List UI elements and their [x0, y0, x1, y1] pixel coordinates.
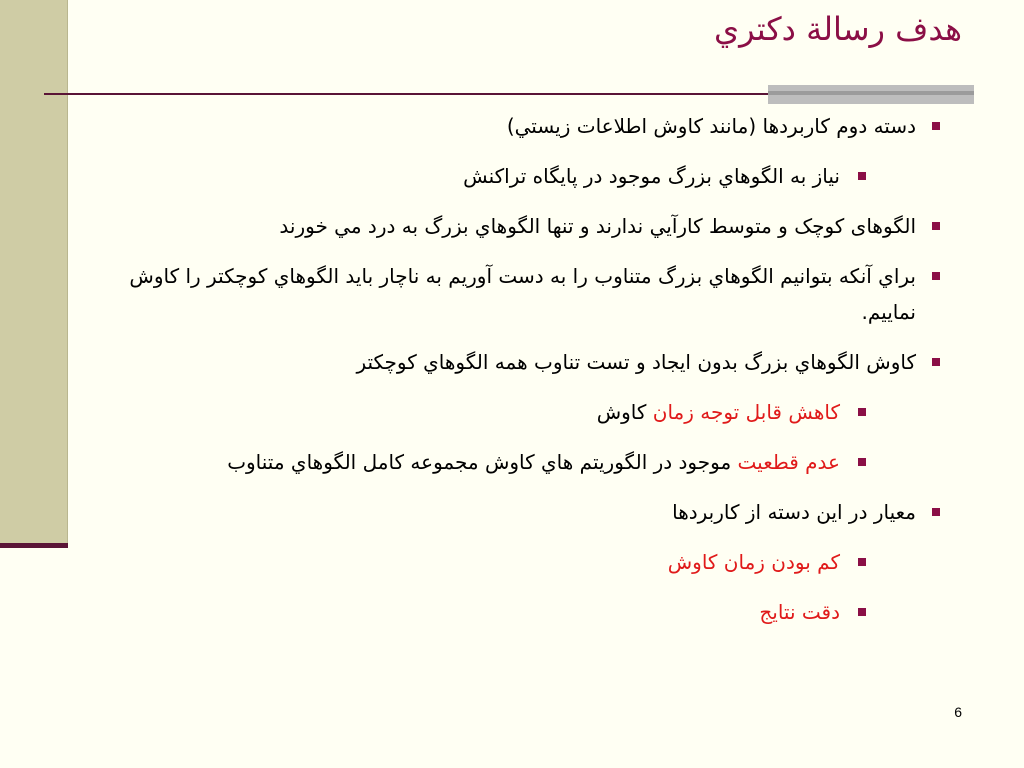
square-bullet-icon: [858, 608, 866, 616]
bullet-text: موجود در الگوريتم هاي کاوش مجموعه کامل الگوهاي متناوب: [227, 450, 738, 474]
bullet-text: دسته دوم کاربردها (مانند کاوش اطلاعات زيستي): [506, 114, 916, 138]
decorative-gray-line: [768, 91, 974, 95]
slide-title: هدف رسالة دكتري: [714, 10, 962, 48]
square-bullet-icon: [858, 408, 866, 416]
bullet-text: کاوش الگوهاي بزرگ بدون ايجاد و تست تناوب همه الگوهاي کوچکتر: [356, 350, 916, 374]
bullet-item: [100, 208, 940, 244]
slide-body: [100, 108, 940, 644]
bullet-item: [100, 344, 940, 380]
highlighted-text: کاهش قابل توجه زمان: [652, 400, 840, 424]
sub-bullet-item: [100, 594, 940, 630]
square-bullet-icon: [932, 272, 940, 280]
bullet-item: [100, 258, 940, 330]
highlighted-text: کم بودن زمان کاوش: [667, 550, 840, 574]
left-bar-divider: [0, 543, 68, 548]
bullet-item: [100, 494, 940, 530]
sub-bullet-item: [100, 544, 940, 580]
bullet-text: نياز به الگوهاي بزرگ موجود در پايگاه تراکنش: [463, 164, 840, 188]
highlighted-text: دقت نتايج: [759, 600, 840, 624]
square-bullet-icon: [932, 122, 940, 130]
square-bullet-icon: [858, 558, 866, 566]
square-bullet-icon: [932, 358, 940, 366]
slide-number: 6: [954, 704, 962, 720]
square-bullet-icon: [932, 222, 940, 230]
sub-bullet-item: [100, 444, 940, 480]
bullet-text: براي آنکه بتوانيم الگوهاي بزرگ متناوب را به دست آوريم به ناچار بايد الگوهاي کوچکتر را کاوش نماييم.: [129, 264, 916, 324]
sub-bullet-item: [100, 394, 940, 430]
bullet-item: [100, 108, 940, 144]
bullet-text: معيار در اين دسته از کاربردها: [672, 500, 916, 524]
sub-bullet-item: [100, 158, 940, 194]
bullet-text: کاوش: [596, 400, 653, 424]
square-bullet-icon: [932, 508, 940, 516]
bullet-text: الگوهای کوچک و متوسط کارآيي ندارند و تنها الگوهاي بزرگ به درد مي خورند: [279, 214, 916, 238]
left-decorative-bar: [0, 0, 68, 548]
highlighted-text: عدم قطعيت: [737, 450, 840, 474]
square-bullet-icon: [858, 458, 866, 466]
square-bullet-icon: [858, 172, 866, 180]
